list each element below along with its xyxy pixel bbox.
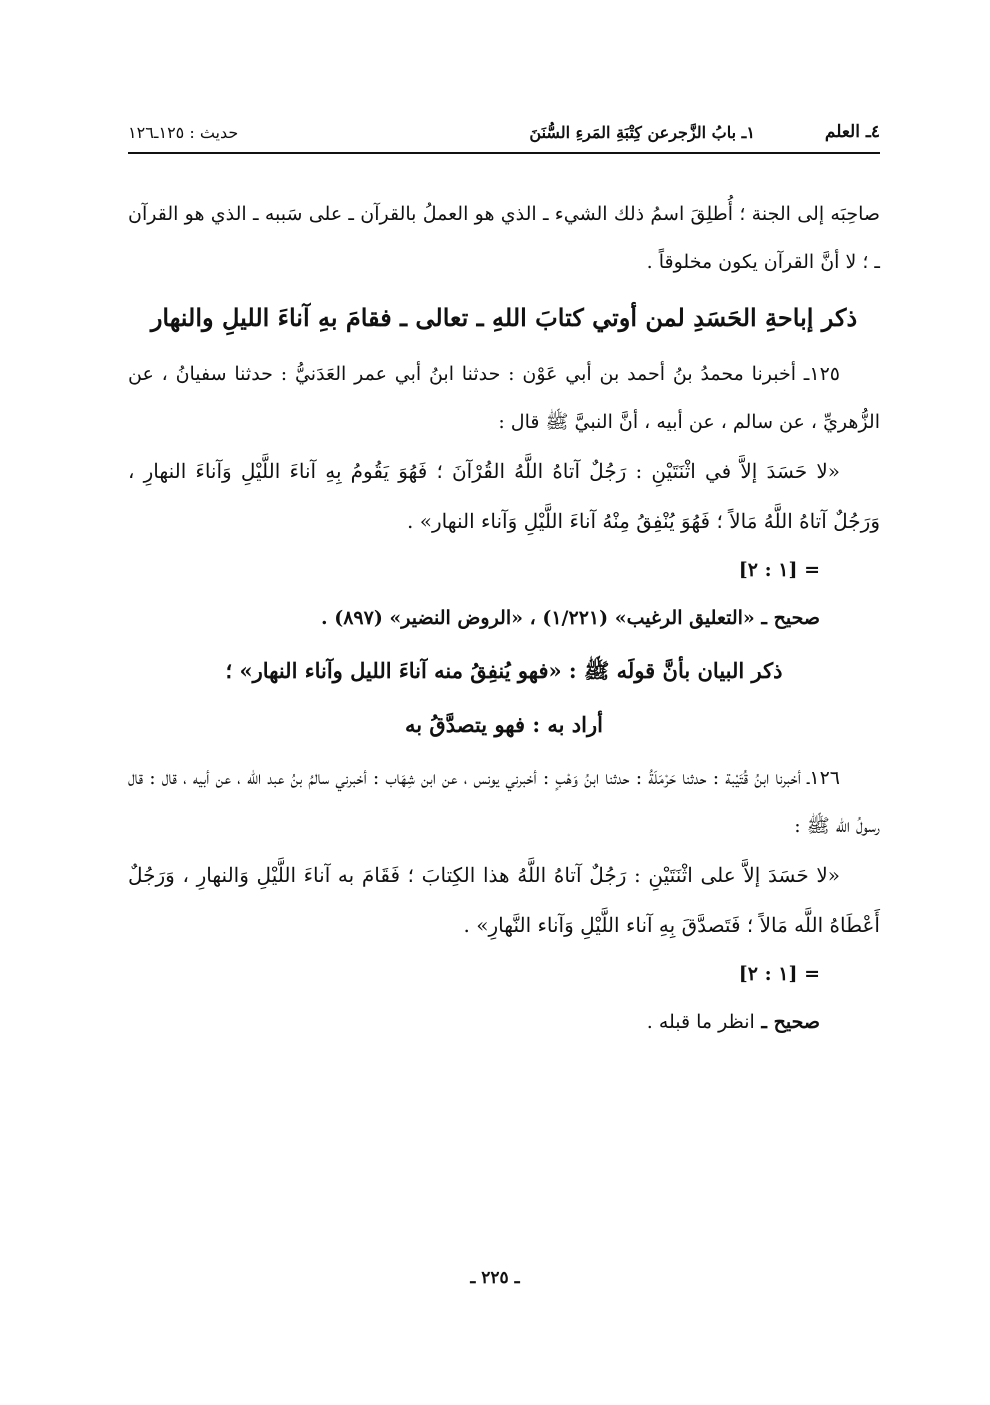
hadith-125-matn: «لا حَسَدَ إلاَّ في اثْنَتَيْنِ : رَجُلٌ آتاهُ اللَّهُ القُرْآنَ ؛ فَهُوَ يَقُومُ بِهِ آناءَ اللَّيْلِ وَآناءَ النهارِ ، وَرَجُلٌ آتاهُ اللَّهُ مَالاً ؛ فَهُوَ يُنْفِقُ مِنْهُ آناءَ اللَّيْلِ وَآناء النهار» .: [128, 459, 880, 533]
page-body: [128, 190, 880, 1046]
header-divider: [128, 152, 880, 154]
header-hadith-range: حديث : ١٢٥ـ١٢٦: [128, 122, 239, 142]
header-book-title: ٤ـ العلم: [824, 122, 880, 142]
hadith-126-matn: «لا حَسَدَ إلاَّ على اثْنَتَيْنِ : رَجُلٌ آتاهُ اللَّهُ هذا الكِتابَ ؛ فَقَامَ به آناءَ اللَّيْلِ وَالنهارِ ، وَرَجُلٌ أَعْطَاهُ اللَّه مَالاً ؛ فَتَصدَّقَ بِهِ آناء اللَّيْلِ وَآناء النَّهارِ» .: [128, 863, 880, 937]
grade-text: «التعليق الرغيب» (١/٢٢١) ، «الروض النضير» (٨٩٧) .: [320, 607, 755, 629]
hadith-126-grade: [128, 998, 880, 1046]
intro-paragraph: صاحِبَه إلى الجنة ؛ أُطلِقَ اسمُ ذلك الشيء ـ الذي هو العملُ بالقرآن ـ على سَببه ـ الذي هو القرآن ـ ؛ لا أنَّ القرآن يكون مخلوقاً .: [128, 203, 880, 273]
hadith-126-reference: = [١ : ٢]: [738, 963, 820, 985]
grade-label: صحيح ـ: [761, 607, 820, 629]
header-right: [529, 122, 880, 142]
section-heading-1: ذكر إباحةِ الحَسَدِ لمن أوتي كتابَ اللهِ ـ تعالى ـ فقامَ بهِ آناءَ الليلِ والنهار: [150, 303, 858, 332]
header-chapter-title: ١ـ بابُ الزَّجرعن كِتْبَةِ المَرءِ السُّنَنَ: [529, 122, 755, 142]
running-header: [128, 112, 880, 152]
page-number: ـ ٢٢٥ ـ: [470, 1268, 520, 1288]
grade-text: انظر ما قبله .: [646, 1011, 755, 1033]
hadith-125-grade: [128, 594, 880, 642]
section-heading-2-line-2: أراد به : فهو يتصدَّقُ به: [405, 712, 603, 737]
hadith-125-isnad: ١٢٥ـ أخبرنا محمدُ بنُ أحمد بن أبي عَوْن : حدثنا ابنُ أبي عمر العَدَنيُّ : حدثنا سفيانُ ، عن الزُّهريِّ ، عن سالم ، عن أبيه ، أنَّ النبيَّ ﷺ قال :: [128, 363, 880, 433]
hadith-125-reference: = [١ : ٢]: [738, 559, 820, 581]
grade-label: صحيح ـ: [761, 1011, 820, 1033]
section-heading-2-line-1: ذكر البيان بأنَّ قولَه ﷺ : «فهو يُنفِقُ منه آناءَ الليل وآناء النهار» ؛: [225, 658, 783, 683]
hadith-126-isnad: ١٢٦ـ أخبرنا ابنُ قُتَيْبة : حدثنا حَرْمَلَةُ : حدثنا ابنُ وَهْبٍ : أخبرني يونس ، عن ابن شِهَاب : أخبرني سالمُ بنُ عبد الله ، عن أبيه ، قال : قال رسولُ الله ﷺ :: [128, 767, 880, 837]
